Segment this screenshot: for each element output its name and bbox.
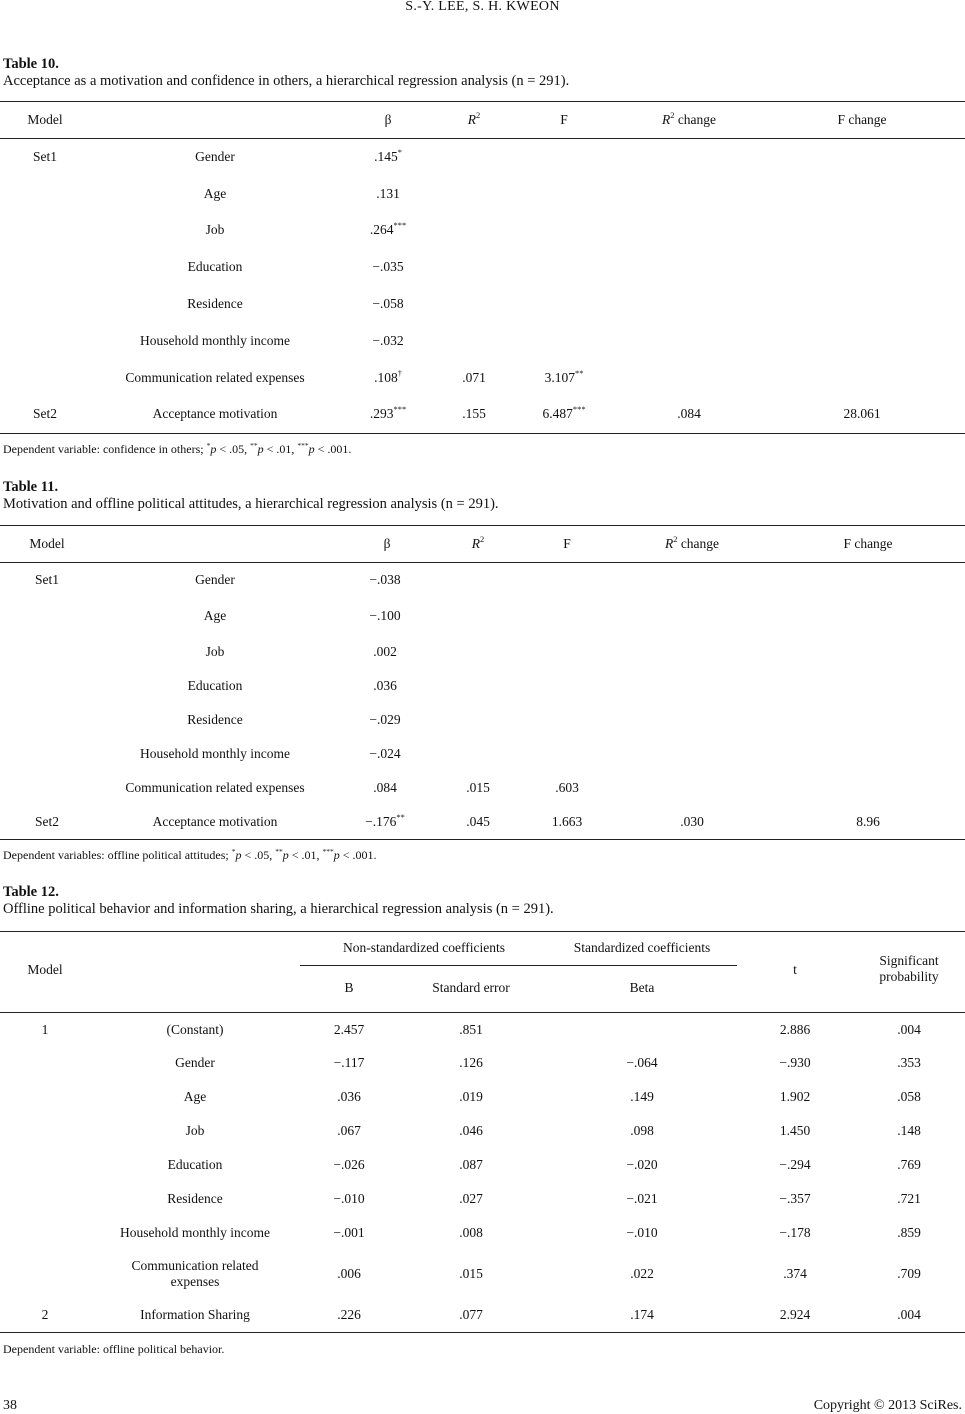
t12-var: Communication related expenses: [131, 1258, 259, 1289]
table11-bottom-rule: [0, 839, 965, 840]
t12-se: .046: [459, 1123, 483, 1138]
t11-var: Household monthly income: [140, 746, 290, 761]
t12-h-sig: Significant probability: [879, 953, 939, 984]
t12-se: .015: [459, 1266, 483, 1281]
table11-label: Table 11.: [3, 479, 59, 495]
t10-var: Residence: [187, 296, 243, 311]
t11-beta: −.038: [369, 572, 401, 587]
table12-bottom-rule: [0, 1332, 965, 1333]
t10-var: Gender: [195, 149, 235, 164]
t10-h-r2change: $R^2$ change: [661, 109, 717, 127]
t12-p: .353: [897, 1055, 921, 1070]
page-number: 38: [3, 1398, 17, 1413]
t12-b: .036: [337, 1089, 361, 1104]
t12-beta: .022: [630, 1266, 654, 1281]
table10-top-rule: [0, 101, 965, 102]
t11-f: .603: [555, 780, 579, 795]
t12-t: 2.924: [779, 1307, 811, 1322]
t12-h-std: Standardized coefficients: [573, 940, 711, 955]
t12-h-model: Model: [27, 962, 63, 977]
t10-var: Acceptance motivation: [152, 406, 278, 421]
t11-h-model: Model: [29, 536, 65, 551]
t10-beta: −.058: [372, 296, 404, 311]
t12-t: 2.886: [779, 1022, 811, 1037]
table11-note: Dependent variables: offline political attitudes; *p < .05, **p < .01, ***p < .001.: [3, 847, 377, 862]
t11-beta: −.029: [369, 712, 401, 727]
t10-set: Set2: [32, 406, 58, 421]
t12-se: .027: [459, 1191, 483, 1206]
t10-beta: −.035: [372, 259, 404, 274]
t10-var: Job: [205, 222, 225, 237]
t10-r2: .155: [462, 406, 486, 421]
t11-r2: .015: [466, 780, 490, 795]
table11-header-rule: [0, 562, 965, 563]
t12-p: .721: [897, 1191, 921, 1206]
t12-b: .226: [337, 1307, 361, 1322]
t12-se: .087: [459, 1157, 483, 1172]
t11-beta: .002: [373, 644, 397, 659]
t10-r2change: .084: [677, 406, 701, 421]
t11-r2: .045: [466, 814, 490, 829]
t10-h-f: F: [560, 112, 568, 127]
t12-p: .058: [897, 1089, 921, 1104]
t12-t: −.178: [779, 1225, 811, 1240]
t10-beta: .145*: [374, 146, 402, 164]
t12-h-se: Standard error: [432, 980, 510, 995]
t12-var: Household monthly income: [120, 1225, 270, 1240]
table12-label: Table 12.: [3, 884, 59, 900]
t12-se: .851: [459, 1022, 483, 1037]
t11-var: Acceptance motivation: [152, 814, 278, 829]
table12-top-rule: [0, 931, 965, 932]
t10-beta: −.032: [372, 333, 404, 348]
t10-h-model: Model: [27, 112, 63, 127]
table12-header-rule: [0, 1012, 965, 1013]
table11-title: Motivation and offline political attitudes, a hierarchical regression analysis (n = 291).: [3, 496, 499, 512]
table11-caption: [3, 479, 499, 513]
t10-var: Communication related expenses: [125, 370, 305, 385]
t12-t: 1.450: [779, 1123, 811, 1138]
t12-p: .769: [897, 1157, 921, 1172]
table12-title: Offline political behavior and information sharing, a hierarchical regression analysis (n = 291).: [3, 901, 554, 917]
t12-p: .148: [897, 1123, 921, 1138]
t12-beta: −.020: [626, 1157, 658, 1172]
t12-b: 2.457: [333, 1022, 365, 1037]
t12-beta: .149: [630, 1089, 654, 1104]
t12-b: −.001: [333, 1225, 365, 1240]
t10-beta: .264***: [369, 219, 407, 237]
t11-h-r2change: $R^2$ change: [664, 533, 720, 551]
table12-caption: [3, 884, 554, 918]
t10-r2: .071: [462, 370, 486, 385]
t11-set: Set1: [34, 572, 60, 587]
t10-f: 6.487***: [542, 403, 586, 421]
t11-var: Communication related expenses: [125, 780, 305, 795]
t12-se: .019: [459, 1089, 483, 1104]
t10-var: Education: [187, 259, 243, 274]
t11-beta: −.100: [369, 608, 401, 623]
t12-t: −.357: [779, 1191, 811, 1206]
t10-h-beta: β: [384, 112, 392, 127]
t11-beta: −.176**: [365, 811, 405, 829]
t12-t: 1.902: [779, 1089, 811, 1104]
t11-h-fchange: F change: [843, 536, 893, 551]
t12-b: −.010: [333, 1191, 365, 1206]
t10-h-r2: $R^2$: [467, 109, 481, 127]
table11-top-rule: [0, 525, 965, 526]
t12-t: −.930: [779, 1055, 811, 1070]
t12-var: (Constant): [166, 1022, 224, 1037]
t11-f: 1.663: [551, 814, 583, 829]
t12-var: Gender: [175, 1055, 215, 1070]
table10-bottom-rule: [0, 433, 965, 434]
t12-h-beta: Beta: [629, 980, 655, 995]
t12-subheader-rule: [300, 965, 737, 966]
t12-p: .004: [897, 1307, 921, 1322]
t12-beta: .098: [630, 1123, 654, 1138]
t12-h-nonstd: Non-standardized coefficients: [342, 940, 506, 955]
t10-h-fchange: F change: [837, 112, 887, 127]
t12-beta: .174: [630, 1307, 654, 1322]
t11-r2change: .030: [680, 814, 704, 829]
t10-set: Set1: [32, 149, 58, 164]
t12-h-b: B: [344, 980, 354, 995]
t12-beta: −.064: [626, 1055, 658, 1070]
table10-caption: [3, 56, 569, 90]
t12-var: Age: [183, 1089, 207, 1104]
t12-model: 2: [41, 1307, 49, 1322]
t11-h-r2: $R^2$: [471, 533, 485, 551]
t11-var: Gender: [195, 572, 235, 587]
t12-var: Job: [185, 1123, 205, 1138]
t12-se: .126: [459, 1055, 483, 1070]
t12-t: .374: [783, 1266, 807, 1281]
t12-se: .008: [459, 1225, 483, 1240]
t10-beta: .108†: [374, 367, 402, 385]
t12-beta: −.010: [626, 1225, 658, 1240]
t11-beta: .084: [373, 780, 397, 795]
running-head: S.-Y. LEE, S. H. KWEON: [405, 0, 560, 14]
t11-var: Education: [187, 678, 243, 693]
table10-title: Acceptance as a motivation and confidence in others, a hierarchical regression analysis (n = 291).: [3, 73, 570, 89]
t12-beta: −.021: [626, 1191, 658, 1206]
t11-beta: .036: [373, 678, 397, 693]
t10-var: Household monthly income: [140, 333, 290, 348]
t11-var: Age: [203, 608, 227, 623]
t12-b: −.117: [333, 1055, 365, 1070]
t12-p: .004: [897, 1022, 921, 1037]
t12-p: .709: [897, 1266, 921, 1281]
t10-var: Age: [203, 186, 227, 201]
t12-var: Residence: [167, 1191, 223, 1206]
t10-beta: .131: [376, 186, 400, 201]
copyright: Copyright © 2013 SciRes.: [813, 1398, 962, 1413]
t10-beta: .293***: [369, 403, 407, 421]
table10-note: Dependent variable: confidence in others; *p < .05, **p < .01, ***p < .001.: [3, 441, 352, 456]
t11-fchange: 8.96: [856, 814, 880, 829]
table12-note: Dependent variable: offline political behavior.: [3, 1342, 225, 1356]
t12-model: 1: [41, 1022, 49, 1037]
t11-beta: −.024: [369, 746, 401, 761]
t12-t: −.294: [779, 1157, 811, 1172]
t11-h-beta: β: [383, 536, 391, 551]
t11-var: Residence: [187, 712, 243, 727]
t11-var: Job: [205, 644, 225, 659]
t12-var: Education: [167, 1157, 223, 1172]
t12-se: .077: [459, 1307, 483, 1322]
t12-h-t: t: [793, 962, 797, 977]
t10-f: 3.107**: [544, 367, 584, 385]
t11-set: Set2: [34, 814, 60, 829]
t11-h-f: F: [563, 536, 571, 551]
table10-header-rule: [0, 138, 965, 139]
t12-b: −.026: [333, 1157, 365, 1172]
t12-p: .859: [897, 1225, 921, 1240]
t12-var: Information Sharing: [140, 1307, 250, 1322]
t10-fchange: 28.061: [843, 406, 881, 421]
t12-b: .006: [337, 1266, 361, 1281]
t12-b: .067: [337, 1123, 361, 1138]
table10-label: Table 10.: [3, 56, 59, 72]
